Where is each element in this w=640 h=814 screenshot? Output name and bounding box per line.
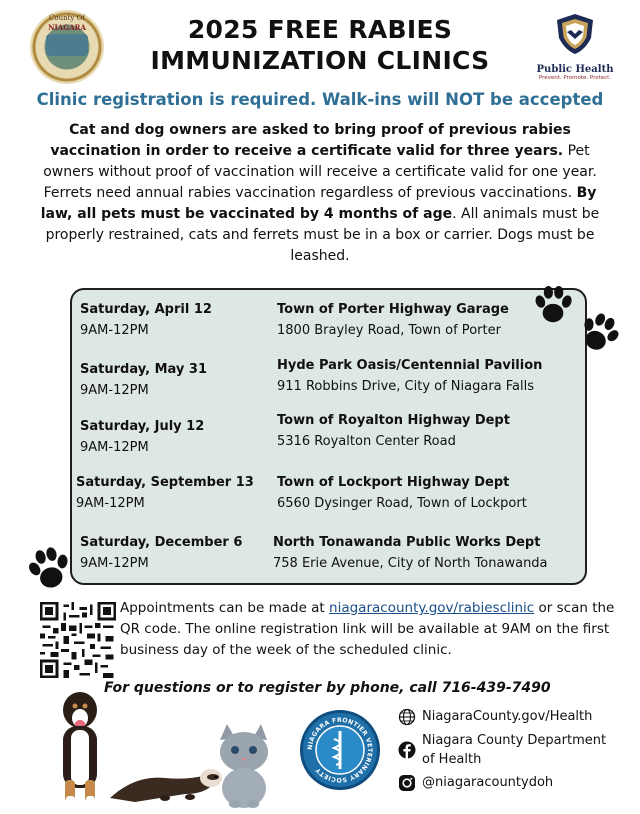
appointment-suffix: or scan the QR code. The online registration link will be available at 9AM on the first business day of the week of the scheduled clinic.: [120, 600, 615, 658]
seal-name-text: NIAGARA: [48, 23, 86, 32]
clinic-date: Saturday, July 12: [80, 419, 205, 434]
paw-print-icon: [576, 310, 622, 356]
clinic-location: North Tonawanda Public Works Dept: [273, 535, 541, 550]
clinic-time: 9AM-12PM: [76, 496, 145, 511]
public-health-name: Public Health: [536, 64, 614, 75]
facebook-icon: [398, 741, 416, 759]
globe-icon: [398, 708, 416, 726]
paw-print-icon: [24, 544, 74, 594]
clinic-time: 9AM-12PM: [80, 556, 149, 571]
appointment-prefix: Appointments can be made at: [120, 600, 330, 616]
instagram-text: @niagaracountydoh: [422, 775, 554, 790]
intro-body-2: . All animals must be properly restrained, cats and ferrets must be in a box or carrier. Dogs must be leashed.: [45, 206, 600, 264]
appointment-info: [120, 598, 620, 661]
website-text: NiagaraCounty.gov/Health: [422, 709, 593, 724]
intro-bold-law: By law, all pets must be vaccinated by 4 months of age: [40, 185, 597, 222]
clinic-date: Saturday, April 12: [80, 302, 212, 317]
facebook-text-line-1: Niagara County Department: [422, 733, 607, 748]
instagram-icon: [398, 774, 416, 792]
clinic-address: 1800 Brayley Road, Town of Porter: [277, 323, 501, 338]
clinic-row: [72, 356, 585, 400]
vet-seal-text: NIAGARA FRONTIER VETERINARY SOCIETY: [306, 716, 374, 784]
clinic-time: 9AM-12PM: [80, 383, 149, 398]
cat-icon: [220, 724, 268, 808]
clinic-location: Hyde Park Oasis/Centennial Pavilion: [277, 358, 543, 373]
clinic-address: 758 Erie Avenue, City of North Tonawanda: [273, 556, 548, 571]
intro-body-1: Pet owners without proof of vaccination will receive a certificate valid for one year. Ferrets need annual rabies vaccination regardless of previous vaccinations.: [43, 143, 597, 201]
veterinary-society-seal: [300, 710, 380, 790]
rabies-clinic-link[interactable]: niagaracounty.gov/rabiesclinic: [329, 600, 535, 616]
public-health-tagline: Prevent. Promote. Protect.: [538, 75, 612, 81]
public-health-shield-icon: [553, 12, 597, 56]
clinic-time: 9AM-12PM: [80, 323, 149, 338]
clinic-date: Saturday, May 31: [80, 362, 208, 377]
page-title: [110, 14, 530, 76]
clinic-row: [72, 473, 585, 517]
vet-seal-ring-text: [303, 713, 377, 787]
qr-code[interactable]: [40, 602, 116, 678]
clinic-address: 911 Robbins Drive, City of Niagara Falls: [277, 379, 535, 394]
clinic-address: 6560 Dysinger Road, Town of Lockport: [277, 496, 527, 511]
paw-print-icon: [530, 282, 576, 328]
intro-paragraph: [30, 120, 610, 267]
registration-note: Clinic registration is required. Walk-ins will NOT be accepted: [36, 90, 604, 109]
facebook-text-line-2: of Health: [422, 752, 482, 767]
clinic-date: Saturday, December 6: [80, 535, 243, 550]
clinic-row: [72, 533, 585, 577]
clinic-location: Town of Porter Highway Garage: [277, 302, 509, 317]
intro-bold-lead: Cat and dog owners are asked to bring proof of previous rabies vaccination in order to receive a certificate valid for three years.: [50, 122, 571, 159]
title-line-1: 2025 FREE RABIES: [187, 15, 453, 44]
clinic-row: [72, 411, 585, 455]
public-health-logo: [533, 12, 617, 82]
clinic-date: Saturday, September 13: [76, 475, 254, 490]
clinic-schedule: [70, 288, 587, 585]
clinic-row: [72, 300, 585, 344]
clinic-address: 5316 Royalton Center Road: [277, 434, 456, 449]
clinic-time: 9AM-12PM: [80, 440, 149, 455]
county-seal-logo: [30, 10, 104, 84]
phone-line: For questions or to register by phone, call 716-439-7490: [104, 680, 551, 696]
pets-illustration: [55, 680, 275, 810]
dog-icon: [63, 692, 97, 804]
ferret-icon: [110, 769, 222, 802]
clinic-location: Town of Royalton Highway Dept: [277, 413, 510, 428]
seal-top-text: County Of: [49, 14, 85, 22]
seal-scene-icon: [46, 34, 88, 56]
clinic-location: Town of Lockport Highway Dept: [277, 475, 510, 490]
title-line-2: IMMUNIZATION CLINICS: [150, 46, 490, 75]
